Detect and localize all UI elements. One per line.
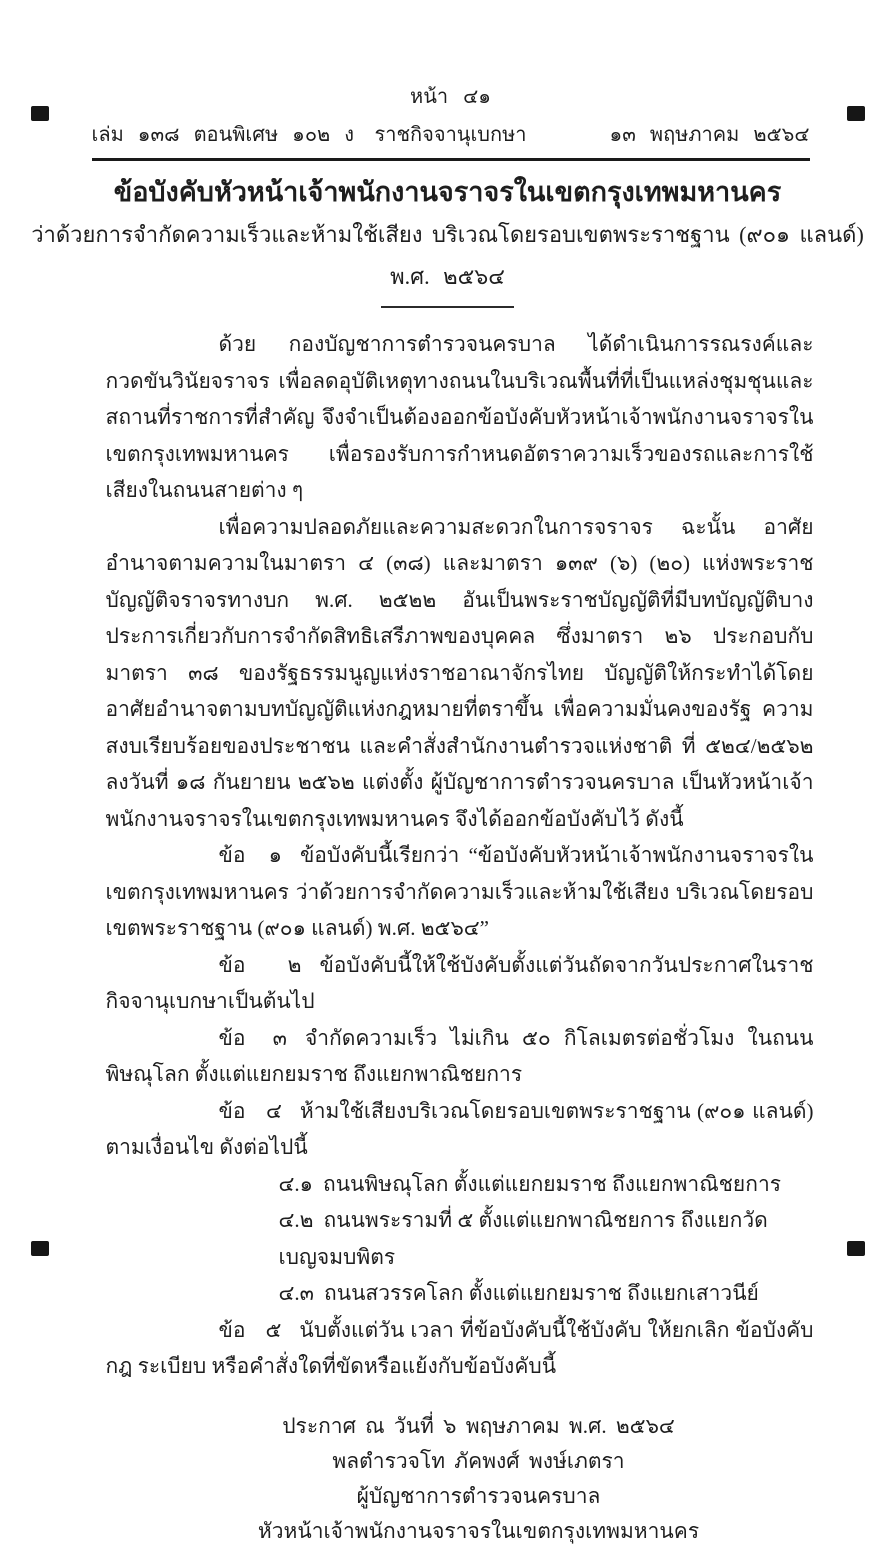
gazette-header <box>92 80 810 161</box>
clause-2-label: ข้อ ๒ <box>219 953 302 977</box>
clause-3-text: จำกัดความเร็ว ไม่เกิน ๕๐ กิโลเมตรต่อชั่วโมง ในถนนพิษณุโลก ตั้งแต่แยกยมราช ถึงแยกพาณิชยการ <box>106 1026 814 1087</box>
signature-block <box>55 1409 895 1549</box>
signatory-position: ผู้บัญชาการตำรวจนครบาล <box>55 1479 895 1514</box>
clause-2 <box>106 947 814 1020</box>
header-row <box>92 118 810 150</box>
clause-5 <box>106 1312 814 1385</box>
subitem-1-label: ๔.๑ <box>279 1172 313 1196</box>
clause-3-label: ข้อ ๓ <box>219 1026 287 1050</box>
clause-1 <box>106 837 814 947</box>
clause-5-text: นับตั้งแต่วัน เวลา ที่ข้อบังคับนี้ใช้บังคับ ให้ยกเลิก ข้อบังคับ กฎ ระเบียบ หรือคำสั่งใดที่ขัดหรือแย้งกับข้อบังคับนี้ <box>106 1318 814 1379</box>
header-date: ๑๓ พฤษภาคม ๒๕๖๔ <box>610 118 810 150</box>
clause-1-label: ข้อ ๑ <box>219 843 282 867</box>
corner-mark-top-left <box>31 106 49 121</box>
corner-mark-bottom-right <box>847 1241 865 1256</box>
clause-4-subitem-3 <box>106 1275 814 1312</box>
doc-title: ข้อบังคับหัวหน้าเจ้าพนักงานจราจรในเขตกรุงเทพมหานคร <box>24 175 872 210</box>
clause-5-label: ข้อ ๕ <box>219 1318 282 1342</box>
document-body <box>106 326 814 1385</box>
clause-4-label: ข้อ ๔ <box>219 1099 282 1123</box>
doc-year: พ.ศ. ๒๕๖๔ <box>24 259 872 294</box>
volume-issue: เล่ม ๑๓๘ ตอนพิเศษ ๑๐๒ ง <box>92 118 355 150</box>
signatory-position-2: หัวหน้าเจ้าพนักงานจราจรในเขตกรุงเทพมหานคร <box>55 1514 895 1549</box>
subitem-3-label: ๔.๓ <box>279 1281 315 1305</box>
corner-mark-top-right <box>847 106 865 121</box>
body-paragraph-1: ด้วย กองบัญชาการตำรวจนครบาล ได้ดำเนินการรณรงค์และกวดขันวินัยจราจร เพื่อลดอุบัติเหตุทางถนนในบริเวณพื้นที่ที่เป็นแหล่งชุมชุนและสถานที่ราชการที่สำคัญ จึงจำเป็นต้องออกข้อบังคับหัวหน้าเจ้าพนักงานจราจรในเขตกรุงเทพมหานคร เพื่อรองรับการกำหนดอัตราความเร็วของรถและการใช้เสียงในถนนสายต่าง ๆ <box>106 326 814 509</box>
title-divider <box>381 306 514 308</box>
clause-3 <box>106 1020 814 1093</box>
clause-4-subitem-2 <box>106 1202 814 1275</box>
gazette-name: ราชกิจจานุเบกษา <box>92 118 810 150</box>
signatory-name: พลตำรวจโท ภัคพงศ์ พงษ์เภตรา <box>55 1444 895 1479</box>
doc-subtitle: ว่าด้วยการจำกัดความเร็วและห้ามใช้เสียง บริเวณโดยรอบเขตพระราชฐาน (๙๐๑ แลนด์) <box>24 217 872 252</box>
subitem-3-text: ถนนสวรรคโลก ตั้งแต่แยกยมราช ถึงแยกเสาวนีย์ <box>324 1281 759 1305</box>
signature-date-line: ประกาศ ณ วันที่ ๖ พฤษภาคม พ.ศ. ๒๕๖๔ <box>55 1409 895 1444</box>
gazette-page <box>24 80 872 1280</box>
clause-4-subitem-1 <box>106 1166 814 1203</box>
page-number: หน้า ๔๑ <box>92 80 810 112</box>
clause-2-text: ข้อบังคับนี้ให้ใช้บังคับตั้งแต่วันถัดจากวันประกาศในราชกิจจานุเบกษาเป็นต้นไป <box>106 953 814 1014</box>
body-paragraph-2: เพื่อความปลอดภัยและความสะดวกในการจราจร ฉะนั้น อาศัยอำนาจตามความในมาตรา ๔ (๓๘) และมาตรา ๑๓๙ (๖) (๒๐) แห่งพระราชบัญญัติจราจรทางบก พ.ศ. ๒๕๒๒ อันเป็นพระราชบัญญัติที่มีบทบัญญัติบางประการเกี่ยวกับการจำกัดสิทธิเสรีภาพของบุคคล ซึ่งมาตรา ๒๖ ประกอบกับมาตรา ๓๘ ของรัฐธรรมนูญแห่งราชอาณาจักรไทย บัญญัติให้กระทำได้โดยอาศัยอำนาจตามบทบัญญัติแห่งกฎหมายที่ตราขึ้น เพื่อความมั่นคงของรัฐ ความสงบเรียบร้อยของประชาชน และคำสั่งสำนักงานตำรวจแห่งชาติ ที่ ๕๒๔/๒๕๖๒ ลงวันที่ ๑๘ กันยายน ๒๕๖๒ แต่งตั้ง ผู้บัญชาการตำรวจนครบาล เป็นหัวหน้าเจ้าพนักงานจราจรในเขตกรุงเทพมหานคร จึงได้ออกข้อบังคับไว้ ดังนี้ <box>106 509 814 838</box>
subitem-1-text: ถนนพิษณุโลก ตั้งแต่แยกยมราช ถึงแยกพาณิชยการ <box>323 1172 781 1196</box>
corner-mark-bottom-left <box>31 1241 49 1256</box>
clause-4 <box>106 1093 814 1166</box>
clause-4-text: ห้ามใช้เสียงบริเวณโดยรอบเขตพระราชฐาน (๙๐๑ แลนด์) ตามเงื่อนไข ดังต่อไปนี้ <box>106 1099 814 1160</box>
clause-1-text: ข้อบังคับนี้เรียกว่า “ข้อบังคับหัวหน้าเจ้าพนักงานจราจรในเขตกรุงเทพมหานคร ว่าด้วยการจำกัดความเร็วและห้ามใช้เสียง บริเวณโดยรอบเขตพระราชฐาน (๙๐๑ แลนด์) พ.ศ. ๒๕๖๔” <box>106 843 814 940</box>
subitem-2-text: ถนนพระรามที่ ๕ ตั้งแต่แยกพาณิชยการ ถึงแยกวัดเบญจมบพิตร <box>279 1208 768 1269</box>
title-block <box>24 175 872 308</box>
subitem-2-label: ๔.๒ <box>279 1208 314 1232</box>
